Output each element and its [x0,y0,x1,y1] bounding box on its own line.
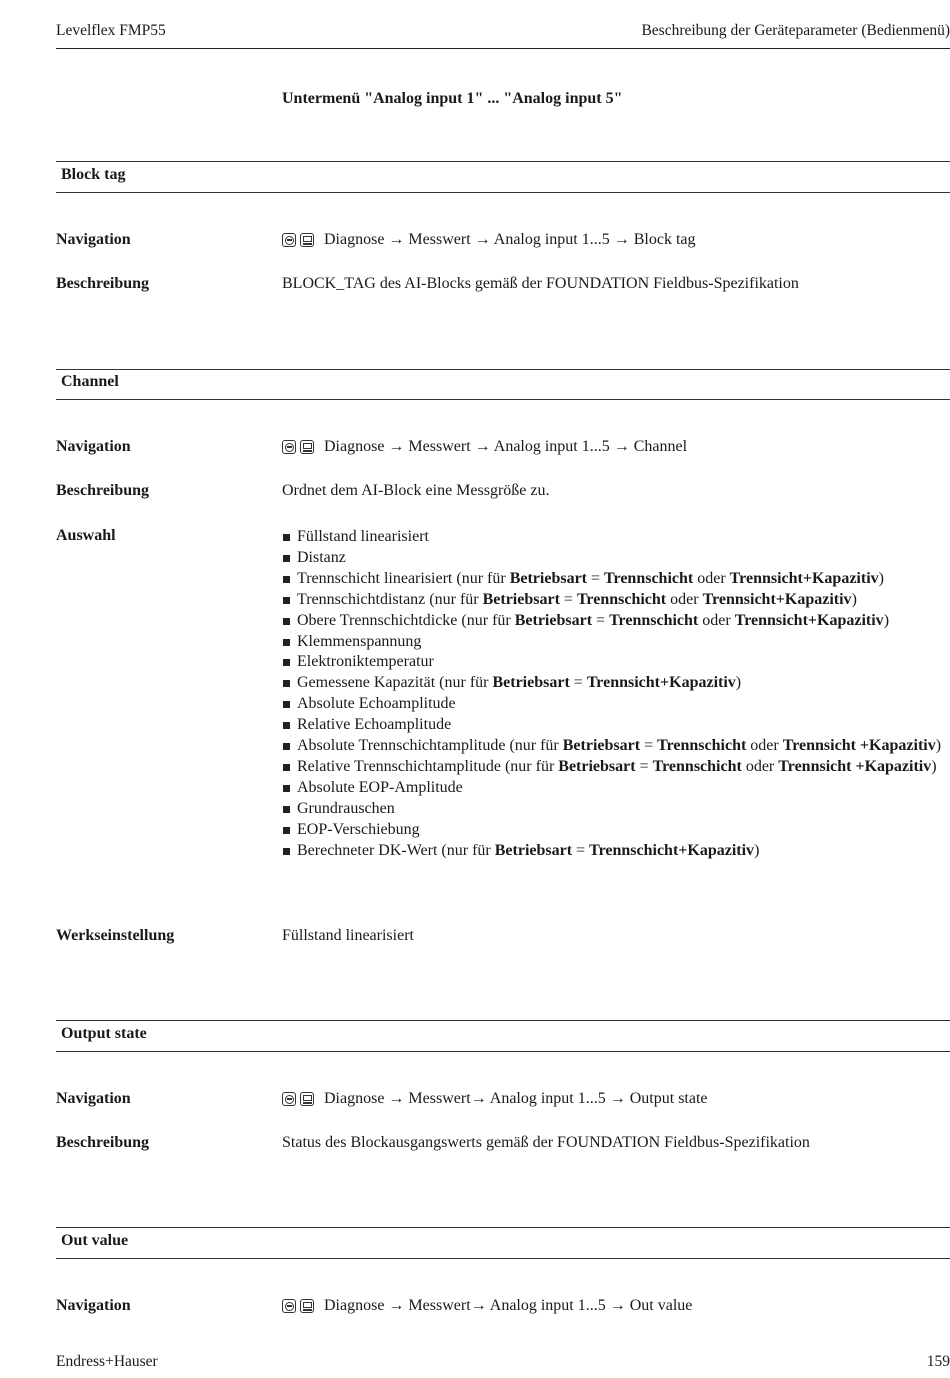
selection-item [282,673,942,694]
section-rule-bottom [56,192,950,193]
section-title-block-tag: Block tag [61,166,126,183]
section-rule-top [56,369,950,370]
selection-item-label: Grundrauschen [297,799,395,817]
navigation-label: Navigation [56,231,131,248]
running-header-right: Beschreibung der Geräteparameter (Bedienmenü) [641,22,950,39]
section-rule-bottom [56,1258,950,1259]
navigation-text: Diagnose → Messwert → Analog input 1...5 → Channel [324,438,688,455]
section-rule-top [56,1020,950,1021]
navigation-path-out-value [282,1297,692,1315]
expert-icon [300,233,314,247]
condition-value: Trennschicht [652,757,742,775]
condition-or: oder [741,757,779,775]
submenu-title: Untermenü "Analog input 1" ... "Analog input 5" [282,90,623,107]
expert-icon [300,440,314,454]
factory-setting-label: Werkseinstellung [56,927,175,944]
condition-suffix: ) [851,590,857,608]
selection-label: Auswahl [56,527,116,544]
condition-suffix: ) [935,737,942,755]
description-label: Beschreibung [56,275,150,292]
selection-item [282,632,942,653]
navigation-text: Diagnose → Messwert → Analog input 1...5 → Block tag [324,231,696,248]
condition-equals: = [592,611,610,629]
selection-item-label: Relative Trennschichtamplitude [297,757,501,775]
operation-icon [282,1299,296,1313]
condition-equals: = [640,737,658,755]
condition-value: Trennschicht+Kapazitiv [589,841,755,859]
section-title-output-state: Output state [61,1025,147,1042]
selection-item-label: Relative Echoamplitude [297,716,452,734]
selection-item-label: Obere Trennschichtdicke [297,611,458,629]
selection-item [282,799,942,820]
condition-value: Trennschicht [657,737,747,755]
condition-prefix: (nur für [452,569,510,587]
header-rule [56,48,950,49]
selection-item [282,841,942,862]
section-rule-bottom [56,399,950,400]
condition-prefix: (nur für [505,737,563,755]
condition-value: Trennschicht [609,611,699,629]
operation-icon [282,1092,296,1106]
condition-parameter: Betriebsart [562,737,641,755]
condition-value: Trennsicht+Kapazitiv [729,569,879,587]
condition-parameter: Betriebsart [482,590,560,608]
navigation-path-output-state [282,1090,708,1108]
condition-prefix: (nur für [500,757,559,775]
condition-prefix: (nur für [425,590,483,608]
selection-item [282,569,942,590]
navigation-label: Navigation [56,1090,131,1107]
description-label: Beschreibung [56,482,150,499]
description-label: Beschreibung [56,1134,150,1151]
condition-suffix: ) [931,757,937,775]
section-rule-top [56,1227,950,1228]
selection-item-label: Trennschichtdistanz [297,590,426,608]
selection-item [282,715,942,736]
page-number: 159 [926,1353,950,1370]
navigation-label: Navigation [56,438,131,455]
selection-item-label: Elektroniktemperatur [297,653,434,671]
operation-icon [282,233,296,247]
selection-item-label: Absolute Trennschichtamplitude [297,737,506,755]
section-rule-bottom [56,1051,950,1052]
section-title-channel: Channel [61,373,119,390]
condition-equals: = [572,841,590,859]
condition-parameter: Betriebsart [509,569,587,587]
condition-suffix: ) [735,674,742,692]
condition-prefix: (nur für [437,841,495,859]
selection-item-label: Trennschicht linearisiert [297,569,453,587]
selection-item-label: Absolute Echoamplitude [297,695,456,713]
condition-value: Trennschicht [604,569,694,587]
selection-item [282,820,942,841]
description-block-tag: BLOCK_TAG des AI-Blocks gemäß der FOUNDATION Fieldbus-Spezifikation [282,275,799,292]
condition-value: Trennschicht [576,590,667,608]
selection-item-label: Distanz [297,548,346,566]
description-output-state: Status des Blockausgangswerts gemäß der FOUNDATION Fieldbus-Spezifikation [282,1134,810,1151]
condition-or: oder [666,590,703,608]
condition-equals: = [569,674,587,692]
running-header-left: Levelflex FMP55 [56,22,166,39]
navigation-label: Navigation [56,1297,131,1314]
selection-list [282,527,942,862]
condition-value: Trennsicht +Kapazitiv [778,757,932,775]
condition-parameter: Betriebsart [514,611,593,629]
condition-parameter: Betriebsart [494,841,573,859]
selection-item [282,757,942,778]
condition-prefix: (nur für [457,611,515,629]
selection-item-label: EOP-Verschiebung [297,820,420,838]
condition-value: Trennsicht+Kapazitiv [586,674,736,692]
selection-item [282,611,942,632]
condition-value: Trennsicht+Kapazitiv [702,590,852,608]
condition-suffix: ) [883,611,890,629]
condition-equals: = [635,757,653,775]
selection-item-label: Berechneter DK-Wert [297,841,438,859]
condition-equals: = [559,590,577,608]
section-rule-top [56,161,950,162]
condition-value: Trennsicht +Kapazitiv [782,737,936,755]
navigation-text: Diagnose → Messwert→ Analog input 1...5 → Out value [324,1297,693,1314]
condition-parameter: Betriebsart [558,757,636,775]
condition-or: oder [693,569,730,587]
condition-prefix: (nur für [435,674,493,692]
footer-brand: Endress+Hauser [56,1353,158,1370]
expert-icon [300,1092,314,1106]
navigation-text: Diagnose → Messwert→ Analog input 1...5 → Output state [324,1090,708,1107]
condition-or: oder [746,737,783,755]
selection-item-label: Gemessene Kapazität [297,674,436,692]
condition-suffix: ) [878,569,884,587]
condition-equals: = [587,569,605,587]
selection-item-label: Klemmenspannung [297,632,422,650]
selection-item-label: Füllstand linearisiert [297,528,429,545]
selection-item [282,778,942,799]
section-title-out-value: Out value [61,1232,129,1249]
expert-icon [300,1299,314,1313]
condition-value: Trennsicht+Kapazitiv [734,611,884,629]
selection-item [282,548,942,569]
condition-or: oder [698,611,735,629]
navigation-path-channel [282,438,687,456]
operation-icon [282,440,296,454]
selection-item [282,527,942,548]
factory-setting-value: Füllstand linearisiert [282,927,414,944]
selection-item [282,652,942,673]
condition-parameter: Betriebsart [492,674,570,692]
condition-suffix: ) [754,841,760,859]
navigation-path-block-tag [282,231,696,249]
selection-item [282,736,942,757]
selection-item-label: Absolute EOP-Amplitude [297,778,463,796]
selection-item [282,590,942,611]
description-channel: Ordnet dem AI-Block eine Messgröße zu. [282,482,550,499]
selection-item [282,694,942,715]
